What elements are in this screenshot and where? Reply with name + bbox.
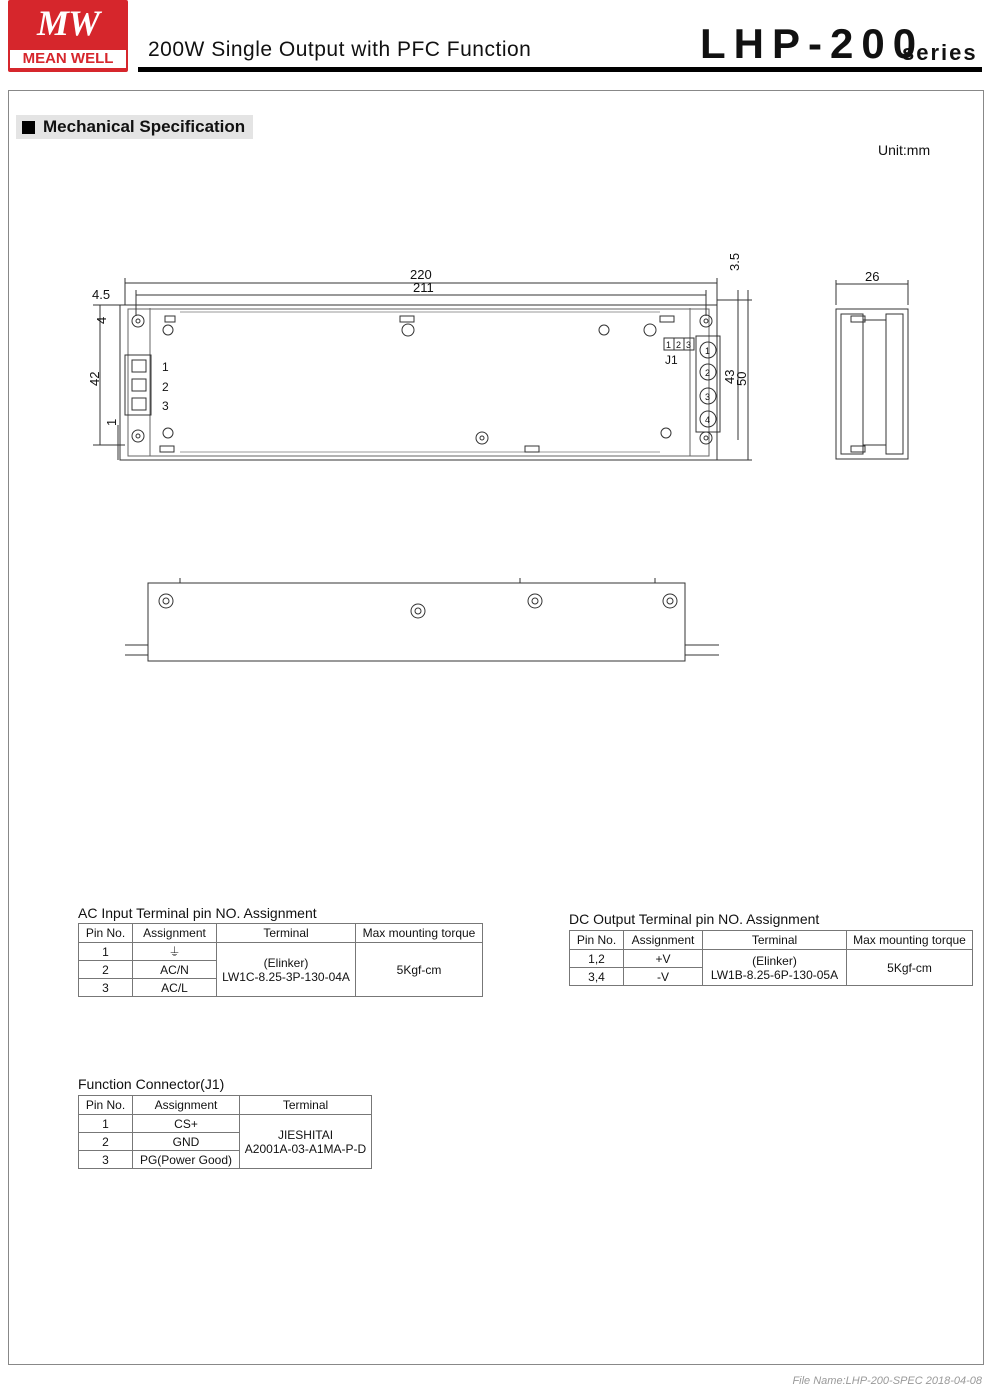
function-connector-table	[78, 1095, 372, 1169]
table-row	[79, 1115, 372, 1133]
section-title: Mechanical Specification	[43, 117, 246, 136]
dim-3-5: 3.5	[727, 252, 742, 271]
ac-input-table	[78, 923, 483, 997]
column-header: Terminal	[240, 1096, 372, 1115]
top-view-labels	[162, 340, 710, 425]
j1-label: J1	[665, 353, 678, 367]
unit-label: Unit:mm	[878, 142, 931, 158]
ac-pin-label: 3	[162, 399, 169, 413]
column-header: Terminal	[703, 931, 847, 950]
ac-pin-label: 1	[162, 360, 169, 374]
column-header: Assignment	[133, 1096, 240, 1115]
torque-cell: 5Kgf-cm	[847, 950, 973, 986]
pin-cell: 1	[79, 1115, 133, 1133]
logo-text: MEAN WELL	[10, 50, 126, 68]
column-header: Max mounting torque	[847, 931, 973, 950]
column-header: Max mounting torque	[356, 924, 483, 943]
pin-cell: 3	[79, 979, 133, 997]
dc-pin-label: 4	[705, 415, 711, 425]
fc-table-caption: Function Connector(J1)	[78, 1076, 225, 1092]
dim-50: 50	[734, 371, 749, 386]
ac-table-caption: AC Input Terminal pin NO. Assignment	[78, 905, 317, 921]
assignment-cell: GND	[133, 1133, 240, 1151]
j1-pin-label: 1	[666, 340, 672, 350]
pin-cell: 2	[79, 961, 133, 979]
model-name: LHP-200	[700, 20, 925, 67]
assignment-cell: +V	[624, 950, 703, 968]
terminal-maker: (Elinker)	[752, 953, 797, 968]
assignment-cell: -V	[624, 968, 703, 986]
column-header: Pin No.	[79, 1096, 133, 1115]
assignment-cell: AC/N	[133, 961, 217, 979]
dc-pin-label: 3	[705, 392, 711, 402]
dc-output-table	[569, 930, 973, 986]
j1-pin-label: 2	[676, 340, 682, 350]
assignment-cell: PG(Power Good)	[133, 1151, 240, 1169]
pin-cell: 1,2	[570, 950, 624, 968]
table-row	[570, 950, 973, 968]
dc-pin-label: 2	[705, 368, 711, 378]
terminal-maker: JIESHITAI	[277, 1127, 334, 1142]
front-view	[125, 578, 719, 661]
table-row	[79, 943, 483, 961]
terminal-cell	[240, 1115, 372, 1169]
dim-4-5: 4.5	[92, 287, 111, 302]
torque-cell: 5Kgf-cm	[356, 943, 483, 997]
column-header: Pin No.	[570, 931, 624, 950]
pin-cell: 2	[79, 1133, 133, 1151]
pin-cell: 1	[79, 943, 133, 961]
pin-cell: 3	[79, 1151, 133, 1169]
dim-4: 4	[94, 316, 109, 324]
dc-table-caption: DC Output Terminal pin NO. Assignment	[569, 911, 820, 927]
column-header: Assignment	[624, 931, 703, 950]
terminal-cell	[217, 943, 356, 997]
column-header: Terminal	[217, 924, 356, 943]
j1-pin-label: 3	[686, 340, 692, 350]
dimension-labels	[87, 253, 879, 426]
series-label: series	[902, 40, 978, 65]
terminal-part: A2001A-03-A1MA-P-D	[244, 1141, 367, 1156]
dim-26: 26	[865, 269, 880, 284]
dim-42: 42	[87, 371, 102, 386]
assignment-cell: CS+	[133, 1115, 240, 1133]
dim-211: 211	[413, 280, 434, 295]
terminal-part: LW1C-8.25-3P-130-04A	[222, 969, 350, 984]
dim-220: 220	[410, 267, 432, 282]
top-view	[120, 305, 720, 460]
dim-1: 1	[104, 418, 119, 426]
column-header: Assignment	[133, 924, 217, 943]
assignment-cell: AC/L	[133, 979, 217, 997]
terminal-part: LW1B-8.25-6P-130-05A	[710, 967, 839, 982]
column-header: Pin No.	[79, 924, 133, 943]
dc-pin-label: 1	[705, 346, 711, 356]
dim-43: 43	[722, 369, 737, 384]
file-name-footer: File Name:LHP-200-SPEC 2018-04-08	[792, 1375, 982, 1387]
pin-cell: 3,4	[570, 968, 624, 986]
terminal-cell	[703, 950, 847, 986]
side-view	[836, 280, 908, 459]
terminal-maker: (Elinker)	[263, 955, 309, 970]
document-subtitle: 200W Single Output with PFC Function	[148, 38, 532, 61]
ground-symbol-icon: ⏚	[133, 943, 217, 961]
logo-mark: MW	[36, 3, 100, 43]
ac-pin-label: 2	[162, 380, 169, 394]
